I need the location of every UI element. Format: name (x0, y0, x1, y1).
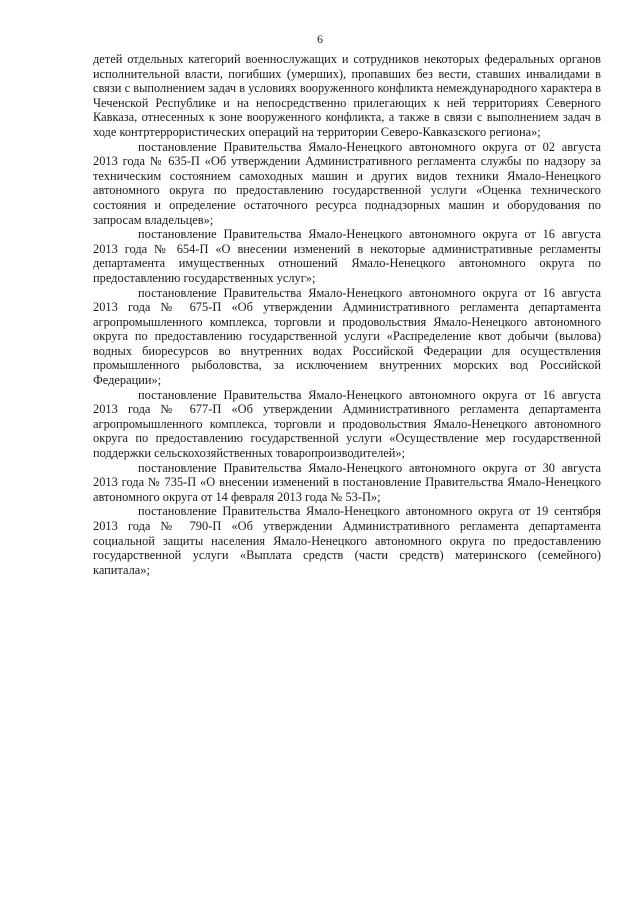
paragraph-resolution-735: постановление Правительства Ямало-Ненецкого автономного округа от 30 августа 2013 года № 735-П «О внесении изменений в постановление Правительства Ямало-Ненецкого автономного округа от 14 февраля 2013 года № 53-П»; (93, 460, 601, 504)
paragraph-resolution-654: постановление Правительства Ямало-Ненецкого автономного округа от 16 августа 2013 года № 654-П «О внесении изменений в некоторые административные регламенты департамента имущественных отношений Ямало-Ненецкого автономного округа по предоставлению государственных услуг»; (93, 227, 601, 285)
paragraph-resolution-790: постановление Правительства Ямало-Ненецкого автономного округа от 19 сентября 2013 года № 790-П «Об утверждении Административного регламента департамента социальной защиты населения Ямало-Ненецкого автономного округа по предоставлению государственной услуги «Выплата средств (части средств) материнского (семейного) капитала»; (93, 504, 601, 577)
paragraph-resolution-677: постановление Правительства Ямало-Ненецкого автономного округа от 16 августа 2013 года № 677-П «Об утверждении Административного регламента департамента агропромышленного комплекса, торговли и продовольствия Ямало-Ненецкого автономного округа по предоставлению государственной услуги «Осуществление мер государственной поддержки сельскохозяйственных товаропроизводителей»; (93, 387, 601, 461)
paragraph-continuation: детей отдельных категорий военнослужащих и сотрудников некоторых федеральных органов исполнительной власти, погибших (умерших), пропавших без вести, ставших инвалидами в связи с выполнением задач в условиях вооруженного конфликта немеждународного характера в Чеченской Республике и на непосредственно прилегающих к ней территориях Северного Кавказа, отнесенных к зоне вооруженного конфликта, а также в связи с выполнением задач в ходе контртеррористических операций на территории Северо-Кавказского региона»; (93, 52, 601, 139)
document-body (93, 52, 601, 577)
page-number: 6 (317, 32, 323, 46)
paragraph-resolution-635: постановление Правительства Ямало-Ненецкого автономного округа от 02 августа 2013 года № 635-П «Об утверждении Административного регламента службы по надзору за техническим состоянием самоходных машин и других видов техники Ямало-Ненецкого автономного округа по предоставлению государственной услуги «Оценка технического состояния и определение остаточного ресурса поднадзорных машин и оборудования по запросам владельцев»; (93, 139, 601, 227)
paragraph-resolution-675: постановление Правительства Ямало-Ненецкого автономного округа от 16 августа 2013 года № 675-П «Об утверждении Административного регламента департамента агропромышленного комплекса, торговли и продовольствия Ямало-Ненецкого автономного округа по предоставлению государственной услуги «Распределение квот добычи (вылова) водных биоресурсов во внутренних водах Российской Федерации для осуществления промышленного рыболовства, за исключением внутренних морских вод Российской Федерации»; (93, 285, 601, 388)
